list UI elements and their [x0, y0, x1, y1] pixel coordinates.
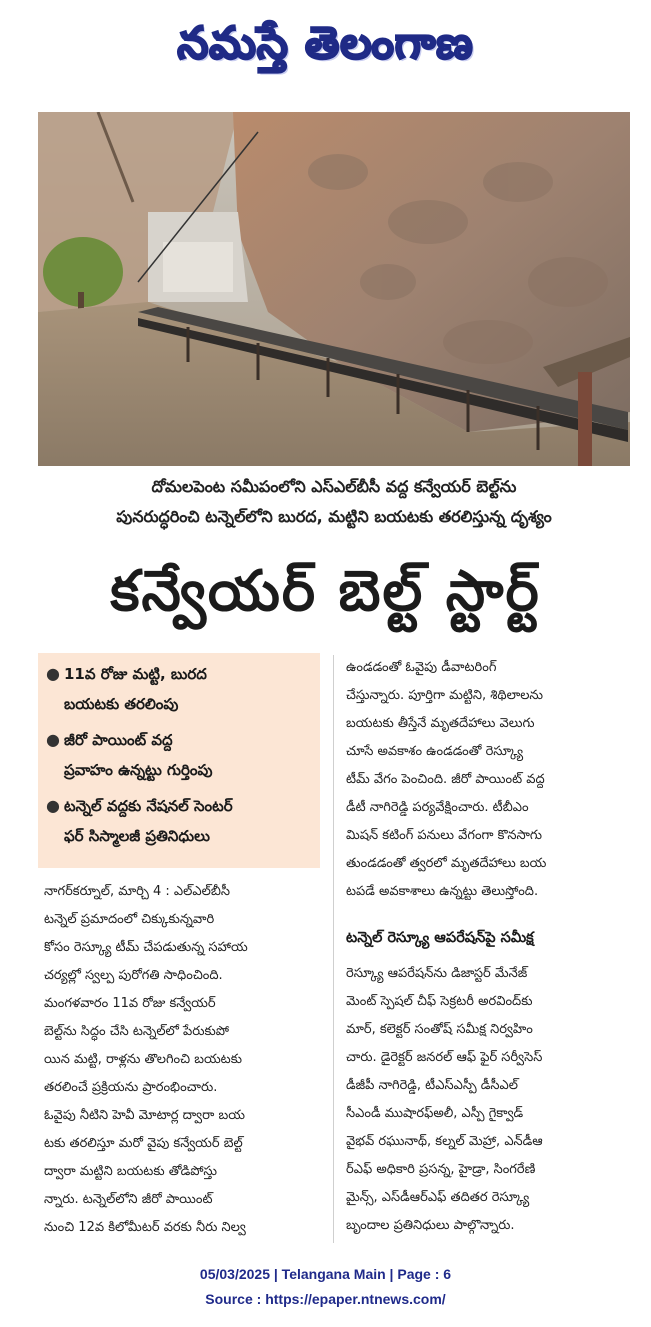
- body-column-right-bottom: [346, 960, 628, 1240]
- conveyor-belt-photo: [38, 112, 630, 466]
- body-line: సీఎండీ ముషారఫ్‌అలీ, ఎస్పీ గైక్వాడ్: [346, 1106, 524, 1121]
- photo-caption: [38, 472, 630, 532]
- body-line: చారు. డైరెక్టర్ జనరల్ ఆఫ్ ఫైర్ సర్వీసెస్: [346, 1050, 543, 1065]
- body-column-left: [44, 878, 324, 1242]
- body-line: వైభవ్ రఘునాథ్, కల్నల్ మెహ్రా, ఎన్‌డీఆ: [346, 1134, 543, 1149]
- body-line: టీమ్ వేగం పెంచింది. జీరో పాయింట్ వద్ద: [346, 772, 545, 787]
- highlight-item: [46, 659, 312, 719]
- highlight-line: జీరో పాయింట్ వద్ద: [64, 731, 173, 749]
- highlight-item: [46, 725, 312, 785]
- article-headline: కన్వేయర్ బెల్ట్ స్టార్ట్: [110, 559, 541, 624]
- body-line: చర్యల్లో స్వల్ప పురోగతి సాధించింది.: [44, 968, 223, 983]
- body-line: నాగర్‌కర్నూల్, మార్చి 4 : ఎల్‌ఎల్‌బీసీ: [44, 884, 230, 899]
- body-line: ర్‌ఎఫ్ అధికారి ప్రసన్న, హైడ్రా, సింగరేణి: [346, 1162, 536, 1177]
- body-line: మైన్స్, ఎస్‌డీఆర్‌ఎఫ్ తదితర రెస్క్యూ: [346, 1190, 530, 1205]
- highlight-item: [46, 791, 312, 851]
- highlight-line: ఫర్ సిస్మాలజీ ప్రతినిధులు: [64, 827, 210, 845]
- body-line: కోసం రెస్క్యూ టీమ్ చేపడుతున్న సహాయ: [44, 940, 248, 955]
- body-line: బయటకు తీస్తేనే మృతదేహాలు వెలుగు: [346, 716, 535, 731]
- body-line: బృందాల ప్రతినిధులు పాల్గొన్నారు.: [346, 1218, 515, 1233]
- body-line: మంగళవారం 11వ రోజు కన్వేయర్: [44, 996, 216, 1011]
- body-line: టన్నెల్ ప్రమాదంలో చిక్కుకున్నవారి: [44, 912, 215, 927]
- body-line: బెల్ట్‌ను సిద్ధం చేసి టన్నెల్‌లో పేరుకుపో: [44, 1024, 230, 1039]
- body-line: మిషన్ కటింగ్ పనులు వేగంగా కొనసాగు: [346, 828, 542, 843]
- body-column-right-top: [346, 654, 628, 906]
- caption-line: దోమలపెంట సమీపంలోని ఎస్‌ఎల్‌బీసీ వద్ద కన్వేయర్ బెల్ట్‌ను: [151, 477, 517, 496]
- highlight-line: టన్నెల్ వద్దకు నేషనల్ సెంటర్: [64, 797, 233, 815]
- column-divider: [333, 655, 334, 1243]
- body-line: టకు తరలిస్తూ మరో వైపు కన్వేయర్ బెల్ట్: [44, 1136, 243, 1151]
- body-line: తరలించే ప్రక్రియను ప్రారంభించారు.: [44, 1080, 218, 1095]
- body-line: మార్, కలెక్టర్ సంతోష్ సమీక్ష నిర్వహిం: [346, 1022, 533, 1037]
- bullet-icon: ●: [46, 730, 60, 749]
- body-line: యిన మట్టి, రాళ్లను తొలగించి బయటకు: [44, 1052, 242, 1067]
- body-line: ద్వారా మట్టిని బయటకు తోడిపోస్తు: [44, 1164, 217, 1179]
- highlights-box: [38, 653, 320, 868]
- news-photo: [38, 112, 630, 466]
- footer-edition-info: 05/03/2025 | Telangana Main | Page : 6: [199, 1266, 452, 1282]
- body-line: డీటీ నాగిరెడ్డి పర్యవేక్షించారు. టీబీఎం: [346, 800, 529, 815]
- caption-line: పునరుద్ధరించి టన్నెల్‌లోని బురద, మట్టిని బయటకు తరలిస్తున్న దృశ్యం: [116, 507, 552, 526]
- body-line: రెస్క్యూ ఆపరేషన్‌ను డిజాస్టర్ మేనేజ్: [346, 966, 528, 981]
- masthead-logo: [0, 8, 651, 80]
- bullet-icon: ●: [46, 796, 60, 815]
- body-line: న్నారు. టన్నెల్‌లోని జీరో పాయింట్: [44, 1192, 213, 1207]
- body-line: డీజీపీ నాగిరెడ్డి, టీఎస్‌ఎస్పీ డీసీఎల్: [346, 1078, 518, 1093]
- body-line: చేస్తున్నారు. పూర్తిగా మట్టిని, శిథిలాలను: [346, 688, 544, 703]
- bullet-icon: ●: [46, 664, 60, 683]
- article-subheading: టన్నెల్ రెస్క్యూ ఆపరేషన్‌పై సమీక్ష: [346, 930, 534, 946]
- highlight-line: బయటకు తరలింపు: [64, 695, 179, 713]
- body-line: చూసే అవకాశం ఉండడంతో రెస్క్యూ: [346, 744, 524, 759]
- body-line: ఉండడంతో ఓవైపు డీవాటరింగ్: [346, 660, 497, 675]
- body-line: ఓవైపు నీటిని హెవీ మోటార్ల ద్వారా బయ: [44, 1108, 245, 1123]
- page-footer: [0, 1262, 651, 1312]
- body-line: తుండడంతో త్వరలో మృతదేహాలు బయ: [346, 856, 547, 871]
- body-line: టపడే అవకాశాలు ఉన్నట్టు తెలుస్తోంది.: [346, 884, 539, 899]
- footer-source-link[interactable]: Source : https://epaper.ntnews.com/: [205, 1291, 446, 1307]
- body-line: మెంట్ స్పెషల్ చీఫ్ సెక్రటరీ అరవింద్‌కు: [346, 994, 533, 1009]
- highlight-line: ప్రవాహం ఉన్నట్టు గుర్తింపు: [64, 761, 213, 779]
- masthead-title: నమస్తే తెలంగాణ: [177, 18, 474, 69]
- highlight-line: 11వ రోజు మట్టి, బురద: [64, 665, 207, 683]
- body-line: నుంచి 12వ కిలోమీటర్ వరకు నీరు నిల్వ: [44, 1220, 246, 1235]
